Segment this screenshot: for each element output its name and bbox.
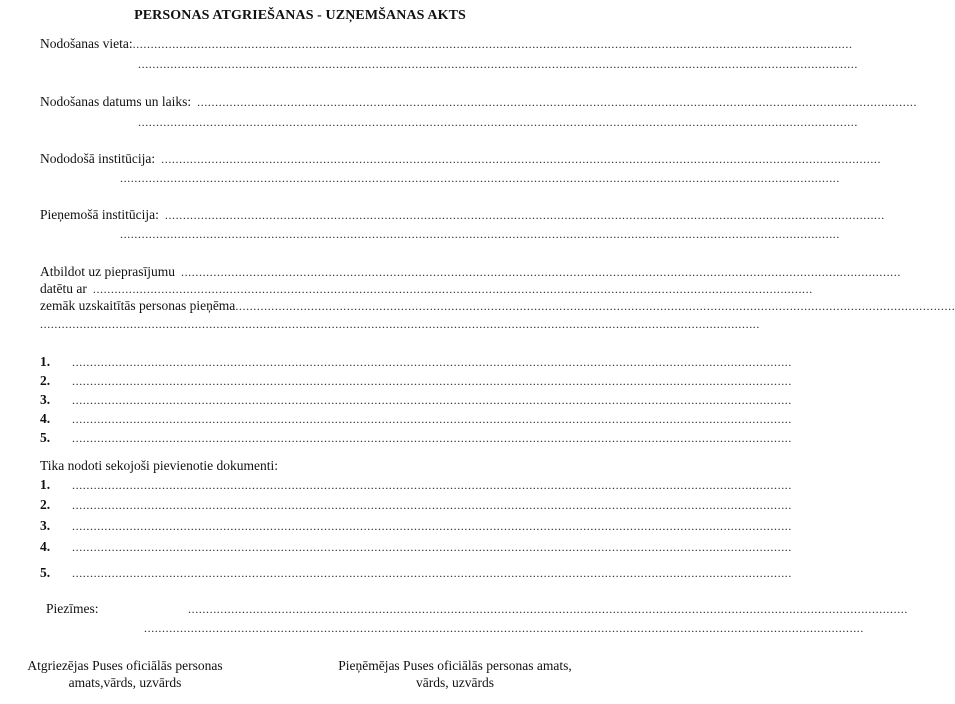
accepted-persons-fill-line-2[interactable] — [40, 316, 760, 332]
document-title: PERSONAS ATGRIEŠANAS - UZŅEMŠANAS AKTS — [134, 8, 466, 23]
document-item-3[interactable] — [40, 518, 792, 534]
receiving-party-signature — [312, 657, 598, 691]
person-item-fill-line[interactable]: ........................................................................................................................................................................................................ — [72, 393, 792, 407]
handing-institution-fill-line[interactable]: ........................................................................................................................................................................................................ — [161, 152, 882, 166]
handing-institution-field[interactable] — [40, 151, 882, 167]
notes-fill-line-2[interactable] — [144, 620, 864, 636]
handover-datetime-field[interactable] — [40, 94, 918, 110]
handing-institution-label: Nododošā institūcija: — [40, 151, 156, 166]
person-item-5[interactable] — [40, 430, 792, 446]
notes-field[interactable] — [46, 601, 908, 617]
handing-institution-fill-line-2[interactable] — [120, 170, 840, 186]
person-item-number: 2. — [40, 373, 51, 388]
request-date-label: datētu ar — [40, 281, 87, 296]
documents-heading: Tika nodoti sekojoši pievienotie dokumenti: — [40, 458, 278, 473]
person-item-fill-line[interactable]: ........................................................................................................................................................................................................ — [72, 355, 792, 369]
document-item-fill-line[interactable]: ........................................................................................................................................................................................................ — [72, 519, 792, 533]
request-label: Atbildot uz pieprasījumu — [40, 264, 175, 279]
document-item-1[interactable] — [40, 477, 792, 493]
request-fill-line[interactable]: ........................................................................................................................................................................................................ — [180, 265, 901, 279]
fill-line[interactable]: ........................................................................................................................................................................................................ — [138, 115, 858, 129]
returning-party-line1: Atgriezējas Puses oficiālās personas — [27, 658, 223, 673]
person-item-fill-line[interactable]: ........................................................................................................................................................................................................ — [72, 412, 792, 426]
handover-place-fill-line[interactable]: ........................................................................................................................................................................................................ — [132, 37, 853, 51]
person-item-3[interactable] — [40, 392, 792, 408]
handover-datetime-label: Nodošanas datums un laiks: — [40, 94, 192, 109]
returning-party-signature — [0, 657, 250, 691]
handover-place-field[interactable] — [40, 36, 853, 52]
document-item-5[interactable] — [40, 565, 792, 581]
handover-datetime-fill-line-2[interactable] — [138, 114, 858, 130]
document-item-number: 4. — [40, 539, 51, 554]
document-item-number: 1. — [40, 477, 51, 492]
request-field[interactable] — [40, 264, 901, 280]
receiving-institution-field[interactable] — [40, 207, 885, 223]
notes-label: Piezīmes: — [46, 601, 99, 616]
request-date-fill-line[interactable]: ........................................................................................................................................................................................................ — [92, 282, 813, 296]
person-item-fill-line[interactable]: ........................................................................................................................................................................................................ — [72, 431, 792, 445]
document-item-2[interactable] — [40, 497, 792, 513]
notes-fill-line[interactable]: ........................................................................................................................................................................................................ — [188, 602, 908, 616]
document-item-number: 2. — [40, 497, 51, 512]
request-date-field[interactable] — [40, 281, 813, 297]
document-item-number: 5. — [40, 565, 51, 580]
person-item-fill-line[interactable]: ........................................................................................................................................................................................................ — [72, 374, 792, 388]
person-item-number: 5. — [40, 430, 51, 445]
receiving-institution-fill-line[interactable]: ........................................................................................................................................................................................................ — [164, 208, 885, 222]
receiving-institution-fill-line-2[interactable] — [120, 226, 840, 242]
accepted-persons-field[interactable] — [40, 298, 955, 314]
receiving-party-line1: Pieņēmējas Puses oficiālās personas amats, — [338, 658, 572, 673]
fill-line[interactable]: ........................................................................................................................................................................................................ — [144, 621, 864, 635]
document-item-fill-line[interactable]: ........................................................................................................................................................................................................ — [72, 478, 792, 492]
handover-datetime-fill-line[interactable]: ........................................................................................................................................................................................................ — [197, 95, 918, 109]
person-item-4[interactable] — [40, 411, 792, 427]
document-item-4[interactable] — [40, 539, 792, 555]
person-item-number: 3. — [40, 392, 51, 407]
fill-line[interactable]: ........................................................................................................................................................................................................ — [120, 171, 840, 185]
accepted-persons-fill-line[interactable]: ........................................................................................................................................................................................................ — [235, 299, 955, 313]
document-item-fill-line[interactable]: ........................................................................................................................................................................................................ — [72, 566, 792, 580]
handover-place-label: Nodošanas vieta: — [40, 36, 133, 51]
document-item-fill-line[interactable]: ........................................................................................................................................................................................................ — [72, 540, 792, 554]
document-item-fill-line[interactable]: ........................................................................................................................................................................................................ — [72, 498, 792, 512]
person-item-1[interactable] — [40, 354, 792, 370]
person-item-number: 1. — [40, 354, 51, 369]
fill-line[interactable]: ........................................................................................................................................................................................................ — [138, 57, 858, 71]
documents-heading-row — [40, 458, 580, 474]
receiving-party-line2: vārds, uzvārds — [416, 675, 494, 690]
accepted-persons-label: zemāk uzskaitītās personas pieņēma — [40, 298, 236, 313]
handover-place-fill-line-2[interactable] — [138, 56, 858, 72]
returning-party-line2: amats,vārds, uzvārds — [68, 675, 182, 690]
person-item-number: 4. — [40, 411, 51, 426]
receiving-institution-label: Pieņemošā institūcija: — [40, 207, 159, 222]
fill-line[interactable]: ........................................................................................................................................................................................................ — [40, 317, 760, 331]
fill-line[interactable]: ........................................................................................................................................................................................................ — [120, 227, 840, 241]
document-item-number: 3. — [40, 518, 51, 533]
person-item-2[interactable] — [40, 373, 792, 389]
